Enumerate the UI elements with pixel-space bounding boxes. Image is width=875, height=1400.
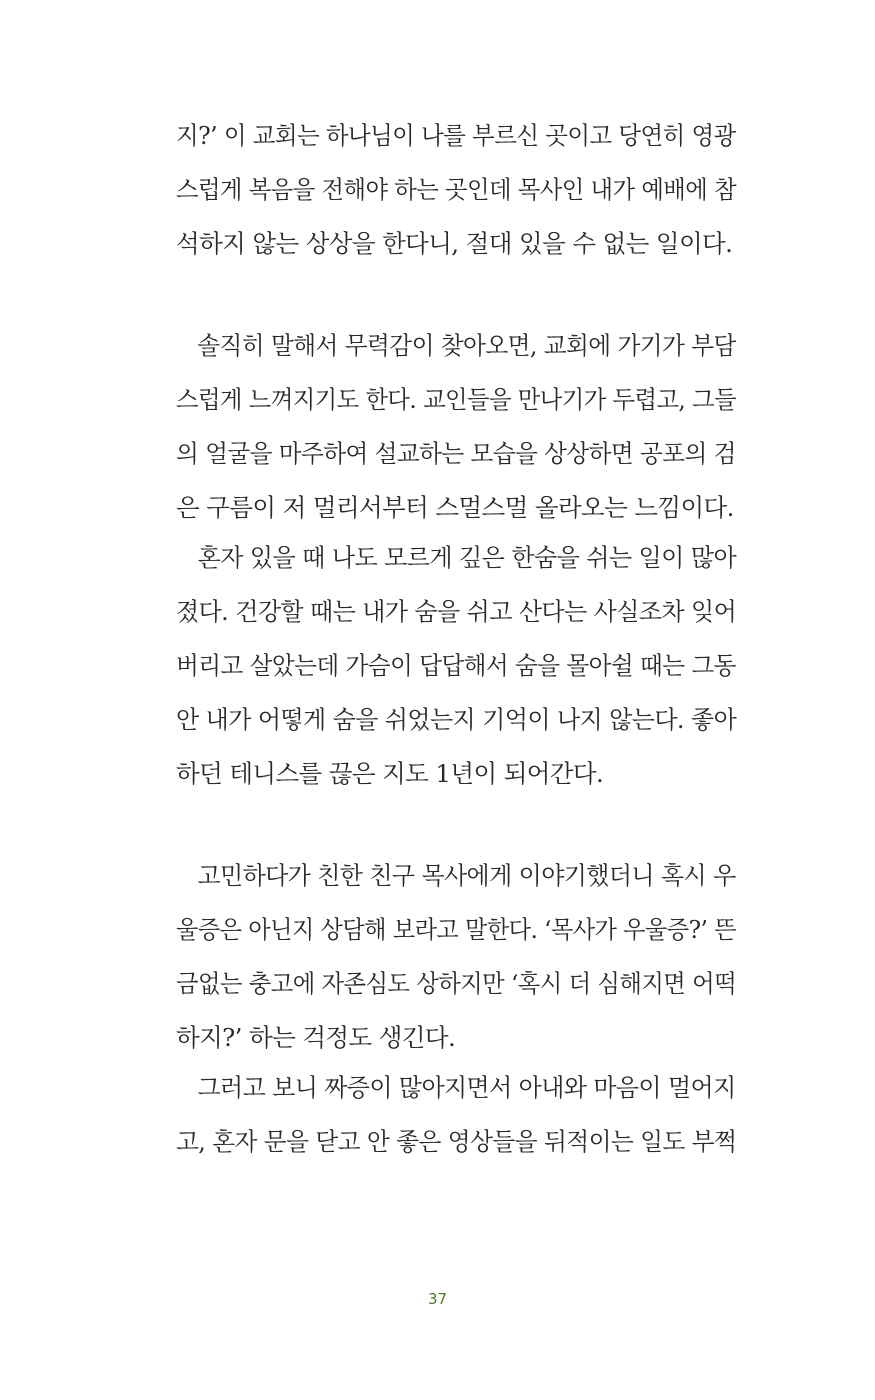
text-line: 스럽게 복음을 전해야 하는 곳인데 목사인 내가 예배에 참 bbox=[176, 175, 737, 204]
text-line: 하던 테니스를 끊은 지도 1년이 되어간다. bbox=[176, 759, 604, 788]
text-line: 솔직히 말해서 무력감이 찾아오면, 교회에 가기가 부담 bbox=[197, 331, 736, 360]
text-line: 혼자 있을 때 나도 모르게 깊은 한숨을 쉬는 일이 많아 bbox=[197, 543, 737, 572]
text-line: 그러고 보니 짜증이 많아지면서 아내와 마음이 멀어지 bbox=[197, 1073, 736, 1102]
text-line: 고민하다가 친한 친구 목사에게 이야기했더니 혹시 우 bbox=[197, 861, 736, 890]
text-line: 금없는 충고에 자존심도 상하지만 ‘혹시 더 심해지면 어떡 bbox=[176, 969, 737, 998]
text-line: 지?’ 이 교회는 하나님이 나를 부르신 곳이고 당연히 영광 bbox=[176, 121, 736, 150]
text-line: 고, 혼자 문을 닫고 안 좋은 영상들을 뒤적이는 일도 부쩍 bbox=[176, 1127, 737, 1156]
text-line: 의 얼굴을 마주하여 설교하는 모습을 상상하면 공포의 검 bbox=[176, 439, 736, 468]
text-line: 석하지 않는 상상을 한다니, 절대 있을 수 없는 일이다. bbox=[176, 229, 733, 258]
text-line: 버리고 살았는데 가슴이 답답해서 숨을 몰아쉴 때는 그동 bbox=[176, 651, 736, 680]
text-line: 하지?’ 하는 걱정도 생긴다. bbox=[176, 1023, 456, 1052]
page-number: 37 bbox=[427, 1290, 448, 1308]
text-line: 은 구름이 저 멀리서부터 스멀스멀 올라오는 느낌이다. bbox=[176, 493, 734, 522]
text-line: 안 내가 어떻게 숨을 쉬었는지 기억이 나지 않는다. 좋아 bbox=[176, 705, 737, 734]
text-line: 울증은 아닌지 상담해 보라고 말한다. ‘목사가 우울증?’ 뜬 bbox=[176, 915, 736, 944]
text-line: 스럽게 느껴지기도 한다. 교인들을 만나기가 두렵고, 그들 bbox=[176, 385, 737, 414]
text-line: 졌다. 건강할 때는 내가 숨을 쉬고 산다는 사실조차 잊어 bbox=[176, 597, 737, 626]
